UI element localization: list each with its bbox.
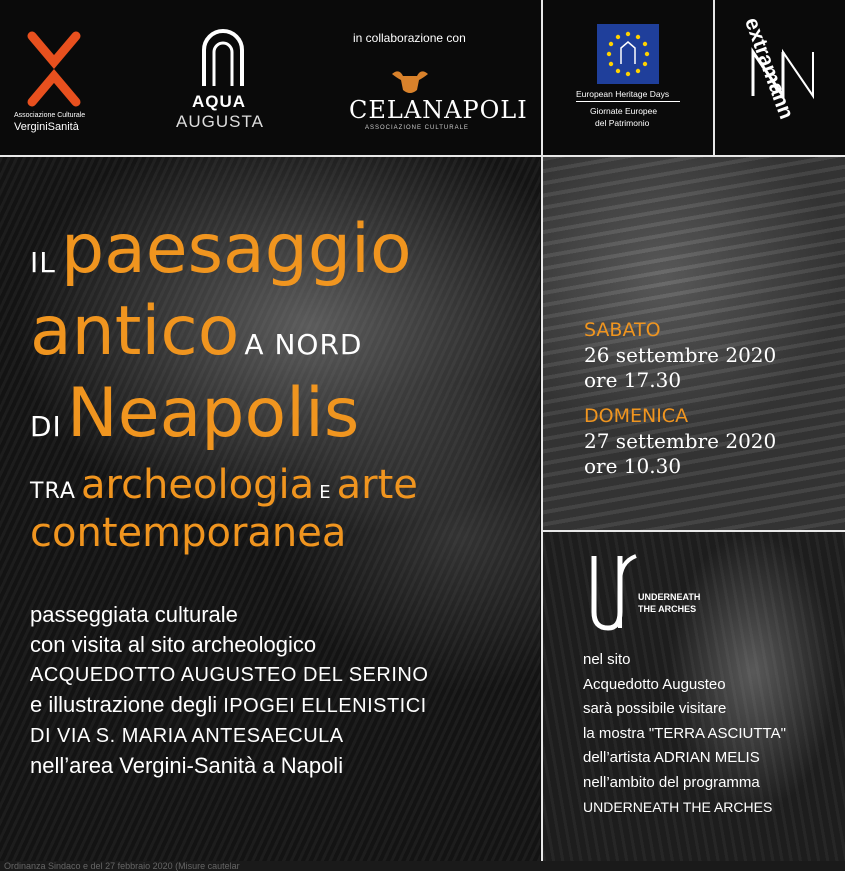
title-line-4	[30, 462, 418, 508]
vergini-sanita-caption2: VerginiSanità	[14, 121, 79, 133]
info-line-7: UNDERNEATH THE ARCHES	[583, 799, 773, 815]
vergini-sanita-logo	[0, 0, 110, 155]
giornate-caption: Giornate Europee	[590, 106, 658, 116]
title-line-1	[30, 210, 412, 289]
time-1: ore 17.30	[584, 368, 682, 392]
description-line-5: DI VIA S. MARIA ANTESAECULA	[30, 725, 344, 747]
info-line-1: nel sito	[583, 651, 631, 668]
day-2-label: DOMENICA	[584, 405, 689, 427]
description-line-3: ACQUEDOTTO AUGUSTEO DEL SERINO	[30, 664, 429, 686]
right-panel-divider	[543, 530, 845, 532]
title-word-paesaggio: paesaggio	[60, 210, 412, 289]
title-word-e: E	[319, 482, 332, 503]
celanapoli-name: CELANAPOLI	[349, 96, 528, 124]
title-word-tra: TRA	[30, 479, 76, 504]
time-2: ore 10.30	[584, 454, 682, 478]
title-word-di: DI	[30, 410, 62, 443]
description-line-6: nell’area Vergini-Sanità a Napoli	[30, 753, 344, 778]
info-line-2: Acquedotto Augusteo	[583, 675, 726, 693]
vergini-sanita-caption1: Associazione Culturale	[14, 112, 86, 119]
extramann-text: extramann	[740, 14, 799, 123]
footer-strip: Ordinanza Sindaco e del 27 febbraio 2020 (Misure cautelar	[0, 861, 845, 871]
date-2: 27 settembre 2020	[584, 429, 777, 453]
title-word-neapolis: Neapolis	[66, 374, 360, 453]
heritage-days-caption: European Heritage Days	[576, 89, 670, 99]
underneath-the-arches-logo	[590, 552, 710, 632]
ua-monogram-icon	[590, 552, 640, 632]
description-line-4b: IPOGEI ELLENISTICI	[223, 695, 427, 717]
event-dates	[584, 318, 776, 479]
description-line-2: con visita al sito archeologico	[30, 632, 317, 657]
title-word-antico: antico	[30, 292, 240, 371]
info-line-3: sarà possibile visitare	[583, 700, 727, 717]
title-word-il: IL	[30, 246, 56, 279]
vergini-sanita-mark-icon	[24, 30, 84, 110]
title-word-archeologia: archeologia	[80, 462, 315, 508]
logos-header	[0, 0, 845, 155]
extramann-logo	[715, 0, 845, 155]
info-line-4: la mostra "TERRA ASCIUTTA"	[583, 724, 786, 742]
title-line-5	[30, 510, 346, 556]
arch-icon	[200, 28, 246, 88]
exhibition-info	[583, 648, 786, 820]
info-line-6: nell’ambito del programma	[583, 773, 760, 791]
description-line-4	[30, 690, 428, 721]
underneath-logo-text-1: UNDERNEATH	[638, 592, 701, 602]
description-line-1: passeggiata culturale	[30, 602, 238, 627]
collaboration-text: in collaborazione con	[353, 31, 466, 45]
european-heritage-days-logo	[543, 0, 713, 155]
day-1-label: SABATO	[584, 319, 661, 341]
content-divider	[541, 157, 543, 861]
underneath-logo-text-2: THE ARCHES	[638, 604, 697, 614]
title-line-3	[30, 374, 359, 453]
info-line-5: dell’artista ADRIAN MELIS	[583, 749, 760, 766]
date-1: 26 settembre 2020	[584, 343, 777, 367]
title-line-2	[30, 292, 362, 371]
celanapoli-logo	[335, 0, 528, 155]
description-line-4a: e illustrazione degli	[30, 692, 224, 717]
heritage-underline	[576, 101, 680, 102]
event-description	[30, 600, 428, 781]
augusta-text: AUGUSTA	[176, 112, 264, 131]
celanapoli-sub: ASSOCIAZIONE CULTURALE	[365, 125, 469, 131]
title-word-contemporanea: contemporanea	[30, 510, 347, 556]
header-bottom-line	[0, 155, 845, 157]
title-word-arte: arte	[336, 462, 418, 508]
aqua-text: AQUA	[192, 92, 247, 111]
title-word-a-nord: A NORD	[244, 328, 363, 361]
patrimonio-caption: del Patrimonio	[595, 118, 650, 128]
bull-head-icon	[389, 66, 431, 96]
eu-flag-icon	[597, 24, 659, 84]
aqua-augusta-logo	[160, 0, 280, 155]
